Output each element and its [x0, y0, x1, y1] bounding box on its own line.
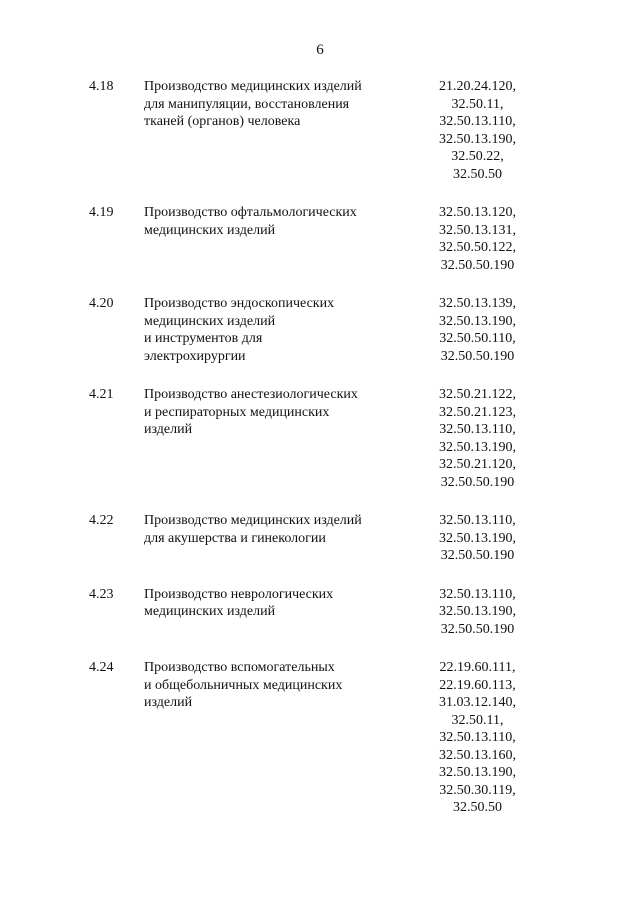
- page-number: 6: [316, 42, 324, 58]
- okpd-code: 32.50.11,: [451, 712, 504, 728]
- description-line: и респираторных медицинских: [144, 404, 330, 420]
- okpd-codes: [420, 586, 535, 639]
- description-line: медицинских изделий: [144, 313, 276, 329]
- table-row: [0, 204, 640, 274]
- okpd-code: 32.50.50.190: [440, 257, 515, 273]
- okpd-codes: [420, 512, 535, 565]
- table-row: [0, 78, 640, 183]
- okpd-code: 32.50.50.190: [440, 621, 515, 637]
- row-number: 4.21: [89, 387, 114, 402]
- okpd-code: 21.20.24.120,: [439, 79, 516, 94]
- row-number: 4.18: [89, 79, 114, 94]
- okpd-code: 32.50.22,: [451, 149, 504, 164]
- row-description: [144, 386, 394, 439]
- row-number: 4.22: [89, 513, 114, 528]
- okpd-code: 32.50.13.190,: [439, 439, 516, 455]
- okpd-code: 32.50.13.190,: [439, 313, 516, 329]
- row-description: [144, 512, 394, 547]
- okpd-code: 32.50.13.110,: [439, 586, 516, 602]
- okpd-code: 32.50.21.120,: [439, 457, 516, 472]
- okpd-code: 32.50.30.119,: [439, 782, 516, 798]
- okpd-code: 32.50.13.190,: [439, 131, 516, 147]
- description-line: Производство вспомогательных: [144, 660, 335, 675]
- description-line: тканей (органов) человека: [144, 114, 301, 129]
- description-line: для манипуляции, восстановления: [144, 96, 350, 112]
- description-line: Производство анестезиологических: [144, 387, 358, 402]
- description-line: медицинских изделий: [144, 604, 276, 619]
- description-line: Производство офтальмологических: [144, 205, 357, 220]
- description-line: изделий: [144, 422, 193, 437]
- okpd-code: 32.50.13.110,: [439, 730, 516, 745]
- row-description: [144, 204, 394, 239]
- okpd-code: 32.50.13.160,: [439, 747, 516, 763]
- okpd-code: 32.50.50.190: [440, 548, 515, 563]
- table-row: [0, 386, 640, 491]
- okpd-code: 32.50.13.120,: [439, 205, 516, 220]
- classification-table: [0, 78, 640, 838]
- okpd-codes: [420, 295, 535, 365]
- okpd-codes: [420, 386, 535, 491]
- okpd-code: 32.50.50.190: [440, 474, 515, 490]
- okpd-code: 32.50.50: [453, 166, 502, 182]
- okpd-code: 31.03.12.140,: [439, 695, 516, 710]
- okpd-code: 32.50.13.110,: [439, 114, 516, 129]
- okpd-code: 32.50.21.122,: [439, 387, 516, 402]
- okpd-code: 32.50.13.190,: [439, 530, 516, 546]
- description-line: Производство медицинских изделий: [144, 79, 362, 94]
- okpd-code: 32.50.13.110,: [439, 422, 516, 437]
- table-row: [0, 512, 640, 565]
- description-line: медицинских изделий: [144, 222, 276, 238]
- okpd-code: 32.50.13.190,: [439, 604, 516, 619]
- okpd-code: 32.50.11,: [451, 96, 504, 112]
- row-number: 4.24: [89, 660, 114, 675]
- table-row: [0, 659, 640, 817]
- okpd-code: 22.19.60.111,: [439, 660, 516, 675]
- okpd-codes: [420, 78, 535, 183]
- description-line: и инструментов для: [144, 331, 263, 346]
- row-number: 4.23: [89, 586, 114, 602]
- description-line: Производство эндоскопических: [144, 296, 335, 311]
- row-number: 4.20: [89, 296, 114, 311]
- okpd-codes: [420, 204, 535, 274]
- row-description: [144, 295, 394, 365]
- okpd-code: 32.50.50.190: [440, 348, 515, 364]
- okpd-code: 32.50.50.122,: [439, 240, 516, 255]
- okpd-code: 32.50.13.139,: [439, 296, 516, 311]
- okpd-code: 32.50.50: [453, 800, 502, 815]
- description-line: Производство медицинских изделий: [144, 513, 362, 528]
- okpd-code: 32.50.13.110,: [439, 513, 516, 528]
- row-number: 4.19: [89, 205, 114, 220]
- description-line: и общебольничных медицинских: [144, 677, 343, 693]
- description-line: Производство неврологических: [144, 586, 334, 602]
- description-line: для акушерства и гинекологии: [144, 530, 326, 546]
- table-row: [0, 295, 640, 365]
- description-line: электрохирургии: [144, 348, 246, 364]
- okpd-code: 32.50.13.131,: [439, 222, 516, 238]
- okpd-code: 32.50.21.123,: [439, 404, 516, 420]
- table-row: [0, 586, 640, 639]
- okpd-codes: [420, 659, 535, 817]
- okpd-code: 32.50.50.110,: [439, 331, 516, 346]
- row-description: [144, 659, 394, 712]
- okpd-code: 22.19.60.113,: [439, 677, 516, 693]
- description-line: изделий: [144, 695, 193, 710]
- row-description: [144, 586, 394, 621]
- row-description: [144, 78, 394, 131]
- okpd-code: 32.50.13.190,: [439, 765, 516, 780]
